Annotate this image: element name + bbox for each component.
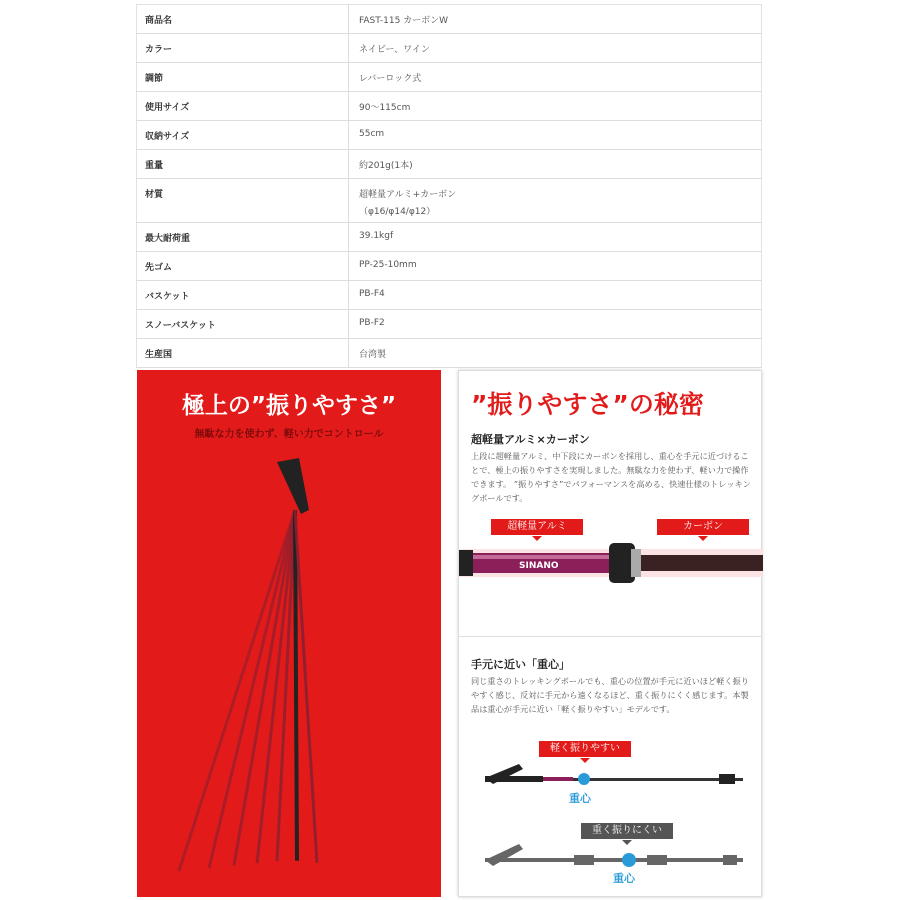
spec-value: [349, 223, 762, 252]
spec-table: [136, 4, 762, 368]
spec-value-text: 39.1kgf: [359, 231, 394, 241]
pole-grip: [277, 458, 309, 514]
spec-label: 生産国: [137, 339, 349, 368]
spec-row: [137, 92, 762, 121]
spec-value-text: 超軽量アルミ+カーボン: [359, 190, 457, 200]
promo-subtitle: 無駄な力を使わず、軽い力でコントロール: [194, 429, 384, 440]
spec-label: 収納サイズ: [137, 121, 349, 150]
spec-value-text: レバーロック式: [359, 74, 422, 84]
spec-label: 商品名: [137, 5, 349, 34]
spec-label: 最大耐荷重: [137, 223, 349, 252]
spec-value-text: PB-F4: [359, 289, 385, 299]
spec-value-text-2: （φ16/φ14/φ12）: [359, 207, 436, 217]
spec-value: [349, 252, 762, 281]
pole-closeup-image: [459, 541, 763, 586]
cg-label-light: 重心: [569, 792, 591, 805]
spec-value: [349, 63, 762, 92]
tag-carbon: カーボン: [657, 519, 749, 535]
spec-label: バスケット: [137, 281, 349, 310]
spec-row: [137, 34, 762, 63]
spec-value-text: FAST-115 カーボンW: [359, 16, 449, 26]
spec-label: カラー: [137, 34, 349, 63]
spec-value: [349, 92, 762, 121]
spec-value-text: PP-25-10mm: [359, 260, 417, 270]
spec-value: [349, 281, 762, 310]
light-pole: [485, 764, 743, 785]
spec-label: 使用サイズ: [137, 92, 349, 121]
tag-aluminium: 超軽量アルミ: [491, 519, 583, 535]
spec-value-text: 55cm: [359, 129, 385, 139]
spec-label: スノーバスケット: [137, 310, 349, 339]
tag-light-swing: 軽く振りやすい: [539, 741, 631, 757]
spec-value: [349, 179, 762, 223]
spec-row: [137, 63, 762, 92]
spec-row: [137, 150, 762, 179]
center-of-gravity-marker: [622, 853, 636, 867]
spec-value-text: PB-F2: [359, 318, 385, 328]
spec-label: 調節: [137, 63, 349, 92]
section-title-material: 超軽量アルミ×カーボン: [471, 433, 590, 446]
section-text-center-of-gravity: 同じ重さのトレッキングポールでも、重心の位置が手元に近いほど軽く振りやすく感じ、反対に手元から遠くなるほど、重く振りにくく感じます。本製品は重心が手元に近い「軽く振りやすい」モデルです。: [471, 676, 749, 714]
secret-title: ”振りやすさ”の秘密: [471, 390, 704, 419]
spec-value-text: ネイビー、ワイン: [359, 45, 430, 55]
spec-row: [137, 179, 762, 223]
section-title-center-of-gravity: 手元に近い「重心」: [471, 658, 570, 671]
spec-value: [349, 5, 762, 34]
spec-label: 材質: [137, 179, 349, 223]
spec-value-text: 90～115cm: [359, 103, 411, 113]
center-of-gravity-marker: [578, 773, 590, 785]
section-divider: [459, 636, 761, 637]
spec-row: [137, 121, 762, 150]
spec-row: [137, 5, 762, 34]
spec-value-text: 台湾製: [359, 350, 387, 360]
swing-promo-panel: [137, 370, 441, 897]
spec-row: [137, 339, 762, 368]
spec-label: 先ゴム: [137, 252, 349, 281]
spec-value: [349, 339, 762, 368]
pole-swing-frame: [179, 510, 295, 871]
promo-title: 極上の”振りやすさ”: [181, 393, 397, 419]
heavy-pole: [485, 844, 743, 867]
spec-label: 重量: [137, 150, 349, 179]
spec-value-text: 約201g(1本): [359, 161, 413, 171]
tag-heavy-swing: 重く振りにくい: [581, 823, 673, 839]
cg-label-heavy: 重心: [613, 872, 635, 885]
spec-value: [349, 34, 762, 63]
spec-value: [349, 121, 762, 150]
spec-row: [137, 223, 762, 252]
section-text-material: 上段に超軽量アルミ、中下段にカーボンを採用し、重心を手元に近づけることで、極上の振りやすさを実現しました。無駄な力を使わず、軽い力で操作できます。 ”振りやすさ”でパフォーマンスを高める、快速仕様のトレッキングポールです。: [471, 451, 751, 503]
pole-swing-frame: [295, 510, 297, 861]
swinging-poles-illustration: [137, 450, 441, 897]
spec-row: [137, 310, 762, 339]
spec-value: [349, 150, 762, 179]
brand-logo: SINANO: [519, 561, 559, 571]
pole-swing-frame: [209, 510, 295, 868]
spec-row: [137, 281, 762, 310]
swing-secret-panel: [458, 370, 762, 897]
pole-swing-frame: [257, 510, 295, 863]
spec-value: [349, 310, 762, 339]
spec-row: [137, 252, 762, 281]
